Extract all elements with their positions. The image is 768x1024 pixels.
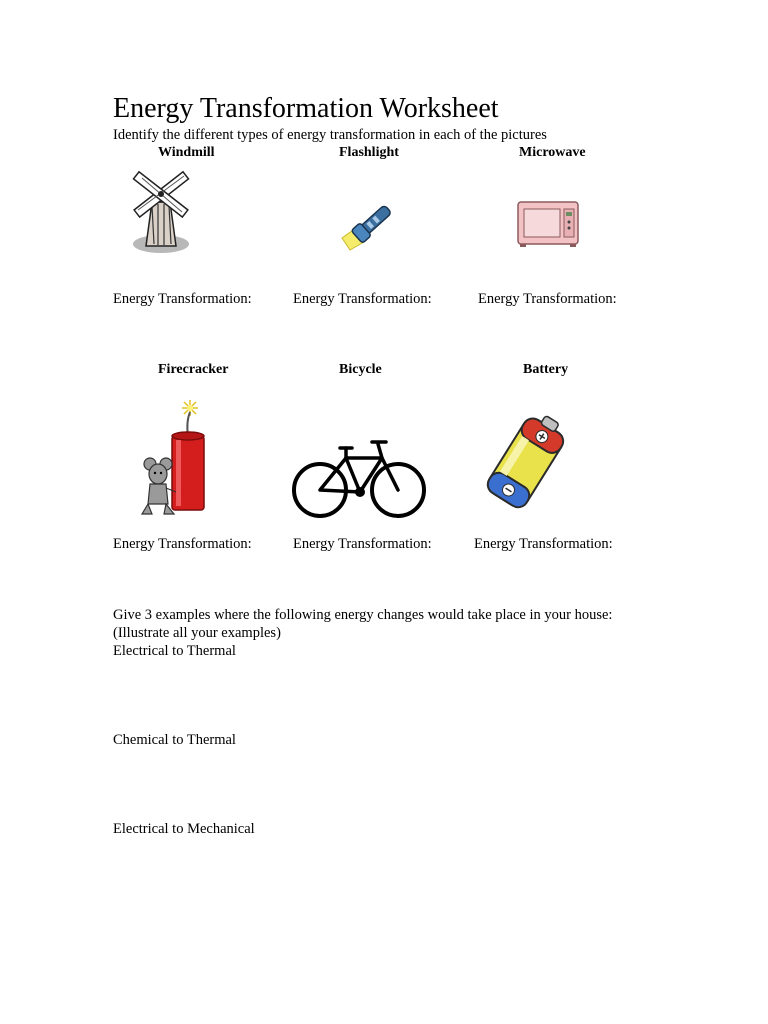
prompt-chemical-to-thermal: Chemical to Thermal: [113, 732, 236, 748]
caption-firecracker: Firecracker: [158, 362, 229, 377]
prompt-electrical-to-mechanical: Electrical to Mechanical: [113, 821, 255, 837]
transformation-label-flashlight: Energy Transformation:: [293, 291, 432, 307]
battery-icon: [478, 406, 574, 518]
transformation-label-microwave: Energy Transformation:: [478, 291, 617, 307]
instructions-text: Identify the different types of energy transformation in each of the pictures: [113, 127, 547, 143]
firecracker-icon: [136, 396, 210, 520]
caption-windmill: Windmill: [158, 145, 215, 160]
prompt-electrical-to-thermal: Electrical to Thermal: [113, 643, 236, 659]
transformation-label-firecracker: Energy Transformation:: [113, 536, 252, 552]
transformation-label-battery: Energy Transformation:: [474, 536, 613, 552]
examples-note: (Illustrate all your examples): [113, 625, 281, 641]
bicycle-icon: [290, 434, 428, 520]
microwave-icon: [516, 200, 582, 248]
windmill-icon: [124, 166, 194, 256]
flashlight-icon: [340, 196, 402, 252]
transformation-label-bicycle: Energy Transformation:: [293, 536, 432, 552]
page-title: Energy Transformation Worksheet: [113, 93, 499, 124]
transformation-label-windmill: Energy Transformation:: [113, 291, 252, 307]
caption-battery: Battery: [523, 362, 569, 377]
examples-prompt: Give 3 examples where the following energy changes would take place in your house:: [113, 607, 613, 623]
caption-microwave: Microwave: [519, 145, 586, 160]
caption-bicycle: Bicycle: [339, 362, 382, 377]
caption-flashlight: Flashlight: [339, 145, 399, 160]
